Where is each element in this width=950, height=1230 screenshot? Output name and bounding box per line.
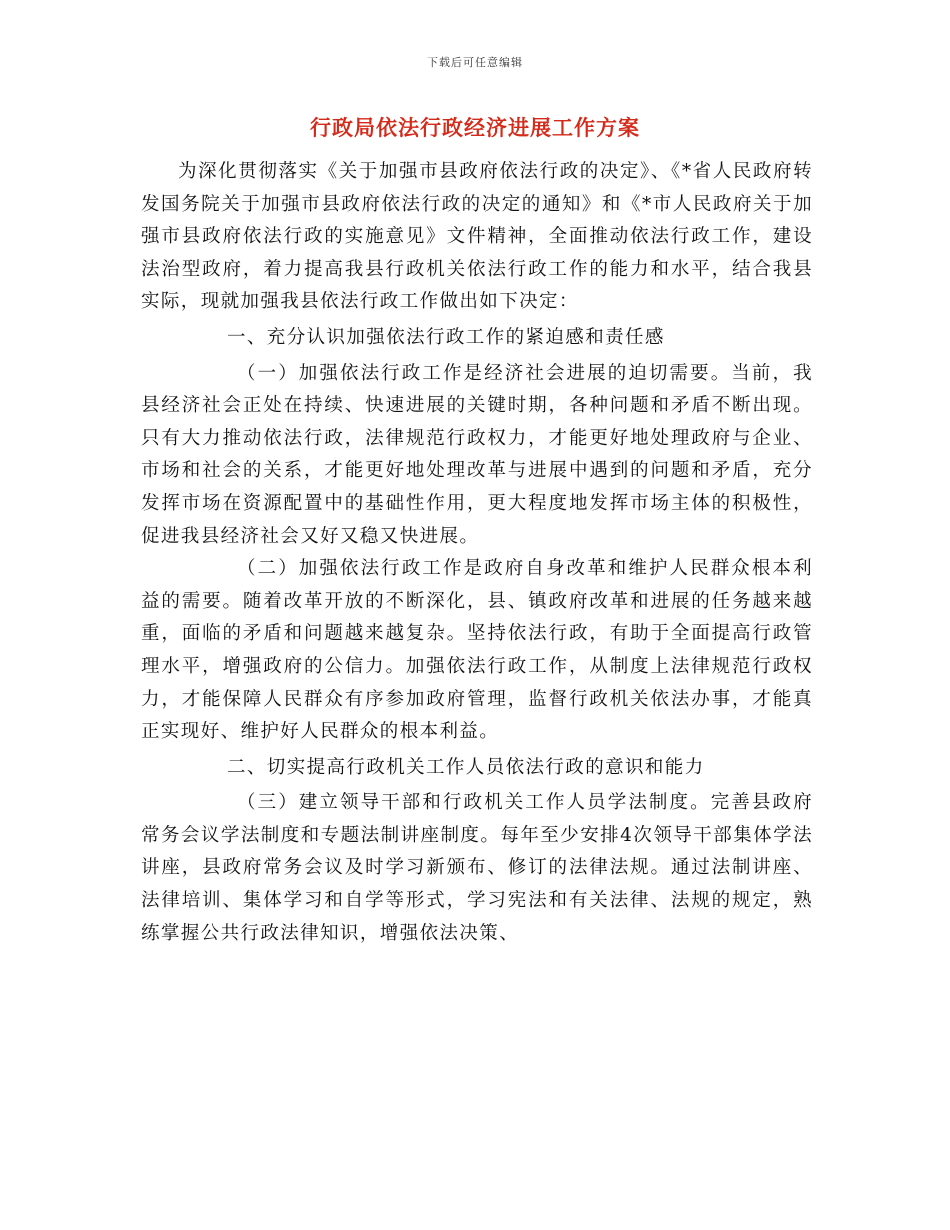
document-body [141,156,813,950]
intro-paragraph: 为深化贯彻落实《关于加强市县政府依法行政的决定》、《*省人民政府转发国务院关于加强市县政府依法行政的决定的通知》和《*市人民政府关于加强市县政府依法行政的实施意见》文件精神，全面推动依法行政工作，建设法治型政府，着力提高我县行政机关依法行政工作的能力和水平，结合我县实际，现就加强我县依法行政工作做出如下决定： [141,161,813,313]
section-heading-1: 一、充分认识加强依法行政工作的紧迫感和责任感 [227,326,665,348]
document-title: 行政局依法行政经济进展工作方案 [310,115,640,140]
item-paragraph-2: （二）加强依法行政工作是政府自身改革和维护人民群众根本利益的需要。随着改革开放的不断深化，县、镇政府改革和进展的任务越来越重，面临的矛盾和问题越来越复杂。坚持依法行政，有助于全面提高行政管理水平，增强政府的公信力。加强依法行政工作，从制度上法律规范行政权力，才能保障人民群众有序参加政府管理，监督行政机关依法办事，才能真正实现好、维护好人民群众的根本利益。 [141,558,813,743]
item-paragraph-1: （一）加强依法行政工作是经济社会进展的迫切需要。当前，我县经济社会正处在持续、快速进展的关键时期，各种问题和矛盾不断出现。只有大力推动依法行政，法律规范行政权力，才能更好地处理政府与企业、市场和社会的关系，才能更好地处理改革与进展中遇到的问题和矛盾，充分发挥市场在资源配置中的基础性作用，更大程度地发挥市场主体的积极性，促进我县经济社会又好又稳又快进展。 [141,362,813,547]
section-heading-2: 二、切实提高行政机关工作人员依法行政的意识和能力 [227,756,705,778]
item-paragraph-3: （三）建立领导干部和行政机关工作人员学法制度。完善县政府常务会议学法制度和专题法制讲座制度。每年至少安排4次领导干部集体学法讲座，县政府常务会议及时学习新颁布、修订的法律法规。通过法制讲座、法律培训、集体学习和自学等形式，学习宪法和有关法律、法规的规定，熟练掌握公共行政法律知识，增强依法决策、 [141,792,813,944]
header-note: 下载后可任意编辑 [427,56,523,69]
